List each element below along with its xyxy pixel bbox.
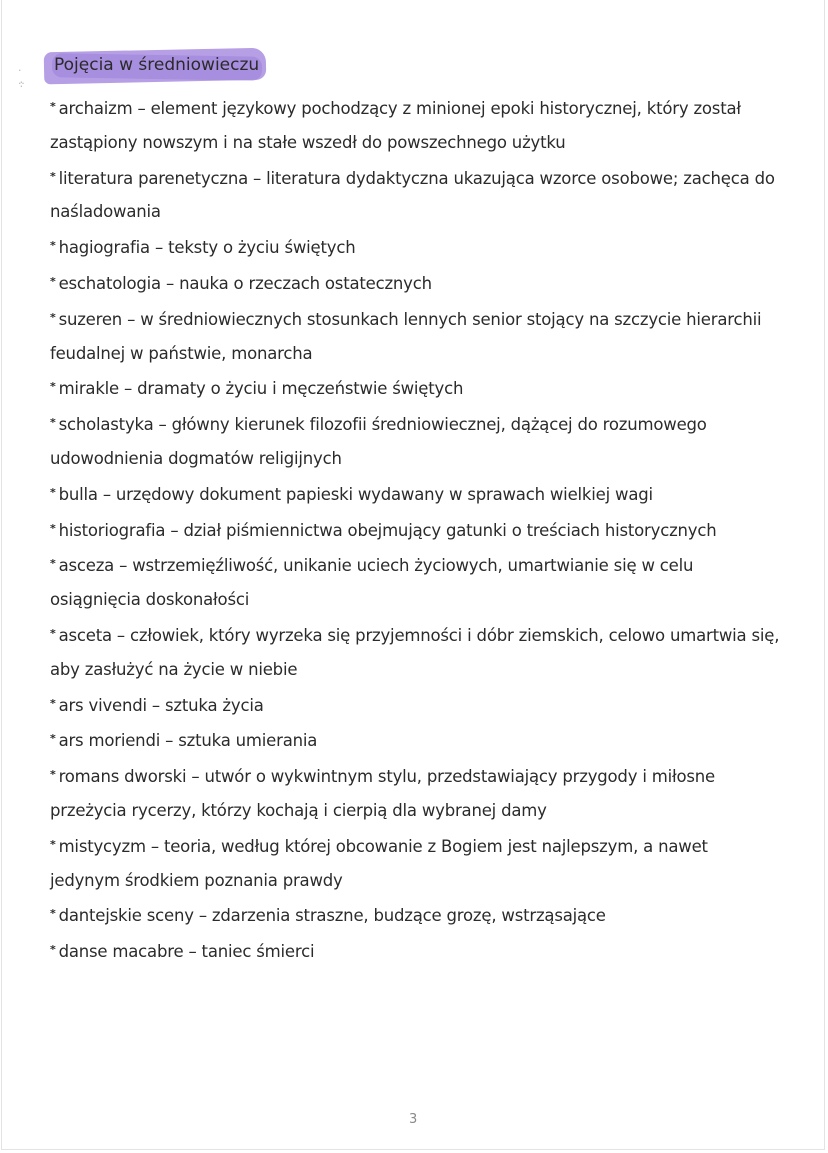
bullet-star-icon: * (50, 485, 56, 499)
list-item (50, 370, 780, 406)
list-item (50, 301, 780, 371)
bullet-star-icon: * (50, 380, 56, 394)
bullet-star-icon: * (50, 169, 56, 183)
entry-text: asceta – człowiek, który wyrzeka się przyjemności i dóbr ziemskich, celowo umartwia się, aby zasłużyć na życie w niebie (50, 625, 780, 679)
sparkle-decoration-icon: · ·:· (18, 64, 23, 90)
page-title: Pojęcia w średniowieczu (54, 55, 260, 75)
list-item (50, 933, 780, 969)
bullet-star-icon: * (50, 943, 56, 957)
entry-text: suzeren – w średniowiecznych stosunkach lennych senior stojący na szczycie hierarchii feudalnej w państwie, monarcha (50, 309, 762, 363)
entry-text: archaizm – element językowy pochodzący z minionej epoki historycznej, który został zastąpiony nowszym i na stałe wszedł do powszechnego użytku (50, 99, 741, 152)
bullet-star-icon: * (50, 557, 56, 571)
bullet-star-icon: * (50, 100, 56, 113)
entry-text: scholastyka – główny kierunek filozofii średniowiecznej, dążącej do rozumowego udowodnienia dogmatów religijnych (50, 415, 707, 468)
entry-text: bulla – urzędowy dokument papieski wydawany w sprawach wielkiej wagi (58, 484, 653, 504)
entry-text: asceza – wstrzemięźliwość, unikanie uciech życiowych, umartwianie się w celu osiągnięcia doskonałości (50, 556, 694, 610)
bullet-star-icon: * (50, 732, 56, 746)
list-item (50, 90, 780, 160)
list-item (50, 160, 780, 230)
definitions-list (50, 90, 780, 969)
list-item (50, 229, 780, 265)
list-item (50, 722, 780, 758)
entry-text: ars vivendi – sztuka życia (58, 695, 264, 715)
list-item (50, 687, 780, 723)
bullet-star-icon: * (50, 768, 56, 782)
bullet-star-icon: * (50, 837, 56, 851)
bullet-star-icon: * (50, 239, 56, 253)
bullet-star-icon: * (50, 310, 56, 324)
list-item (50, 512, 780, 548)
list-item (50, 406, 780, 476)
list-item (50, 758, 780, 828)
list-item (50, 617, 780, 687)
entry-text: mirakle – dramaty o życiu i męczeństwie świętych (58, 379, 464, 399)
list-item (50, 265, 780, 301)
entry-text: hagiografia – teksty o życiu świętych (58, 238, 356, 258)
bullet-star-icon: * (50, 696, 56, 710)
list-item (50, 547, 780, 617)
bullet-star-icon: * (50, 907, 56, 921)
entry-text: danse macabre – taniec śmierci (58, 942, 315, 962)
bullet-star-icon: * (50, 274, 56, 288)
entry-text: eschatologia – nauka o rzeczach ostatecznych (58, 273, 432, 293)
entry-text: dantejskie sceny – zdarzenia straszne, budzące grozę, wstrząsające (58, 906, 606, 926)
bullet-star-icon: * (50, 416, 56, 430)
page-number: 3 (409, 1112, 418, 1127)
entry-text: literatura parenetyczna – literatura dydaktyczna ukazująca wzorce osobowe; zachęca do naśladowania (50, 168, 775, 222)
document-page (1, 0, 825, 1150)
list-item (50, 476, 780, 512)
entry-text: romans dworski – utwór o wykwintnym stylu, przedstawiający przygody i miłosne przeżycia rycerzy, którzy kochają i cierpią dla wybranej damy (50, 767, 715, 820)
bullet-star-icon: * (50, 521, 56, 535)
list-item (50, 897, 780, 933)
list-item (50, 828, 780, 898)
entry-text: historiografia – dział piśmiennictwa obejmujący gatunki o treściach historycznych (58, 520, 717, 540)
entry-text: ars moriendi – sztuka umierania (58, 731, 318, 751)
bullet-star-icon: * (50, 626, 56, 640)
entry-text: mistycyzm – teoria, według której obcowanie z Bogiem jest najlepszym, a nawet jedynym środkiem poznania prawdy (50, 836, 708, 890)
